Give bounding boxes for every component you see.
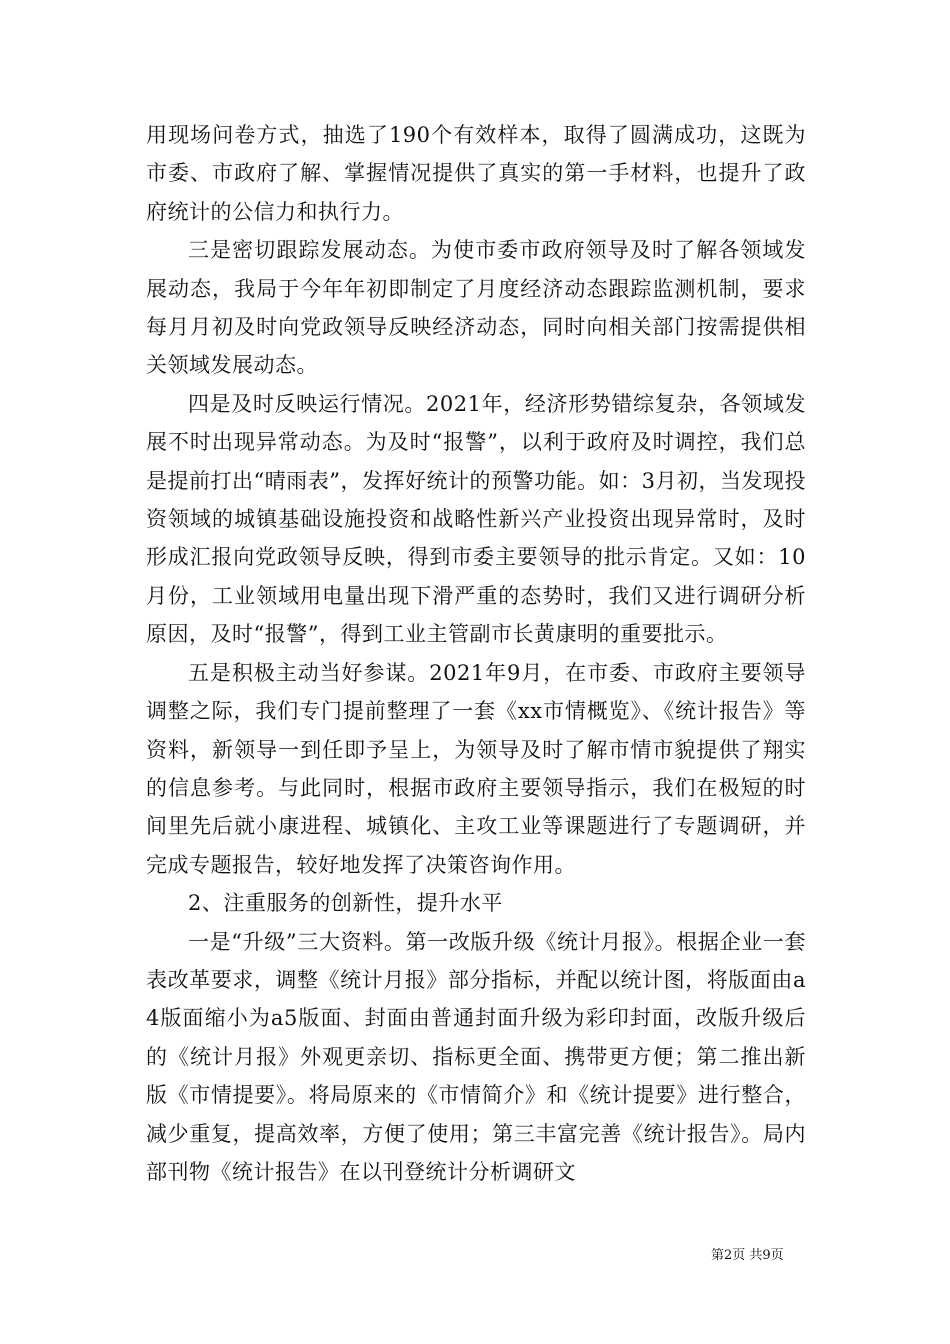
- page-number: 第2页 共9页: [711, 1248, 784, 1263]
- paragraph-upgrade-materials: 一是“升级”三大资料。第一改版升级《统计月报》。根据企业一套表改革要求，调整《统计月报》部分指标，并配以统计图，将版面由a4版面缩小为a5版面、封面由普通封面升级为彩印封面，改版升级后的《统计月报》外观更亲切、指标更全面、携带更方便；第二推出新版《市情提要》。将局原来的《市情简介》和《统计提要》进行整合，减少重复，提高效率，方便了使用；第三丰富完善《统计报告》。局内部刊物《统计报告》在以刊登统计分析调研文: [146, 929, 806, 1184]
- paragraph-track-dynamics: 三是密切跟踪发展动态。为使市委市政府领导及时了解各领域发展动态，我局于今年年初即制定了月度经济动态跟踪监测机制，要求每月月初及时向党政领导反映经济动态，同时向相关部门按需提供相关领域发展动态。: [146, 238, 806, 378]
- paragraph-survey-continuation: 用现场问卷方式，抽选了190个有效样本，取得了圆满成功，这既为市委、市政府了解、掌握情况提供了真实的第一手材料，也提升了政府统计的公信力和执行力。: [146, 123, 806, 224]
- paragraph-report-operations: 四是及时反映运行情况。2021年，经济形势错综复杂，各领域发展不时出现异常动态。为及时“报警”，以利于政府及时调控，我们总是提前打出“晴雨表”，发挥好统计的预警功能。如：3月初，当发现投资领域的城镇基础设施投资和战略性新兴产业投资出现异常时，及时形成汇报向党政领导反映，得到市委主要领导的批示肯定。又如：10月份，工业领域用电量出现下滑严重的态势时，我们又进行调研分析原因，及时“报警”，得到工业主管副市长黄康明的重要批示。: [146, 391, 806, 647]
- body-text: [146, 116, 806, 1191]
- section-heading-innovation: 2、注重服务的创新性，提升水平: [188, 891, 503, 916]
- paragraph-advisory-role: 五是积极主动当好参谋。2021年9月，在市委、市政府主要领导调整之际，我们专门提前整理了一套《xx市情概览》、《统计报告》等资料，新领导一到任即予呈上，为领导及时了解市情市貌提供了翔实的信息参考。与此同时，根据市政府主要领导指示，我们在极短的时间里先后就小康进程、城镇化、主攻工业等课题进行了专题调研，并完成专题报告，较好地发挥了决策咨询作用。: [146, 660, 806, 877]
